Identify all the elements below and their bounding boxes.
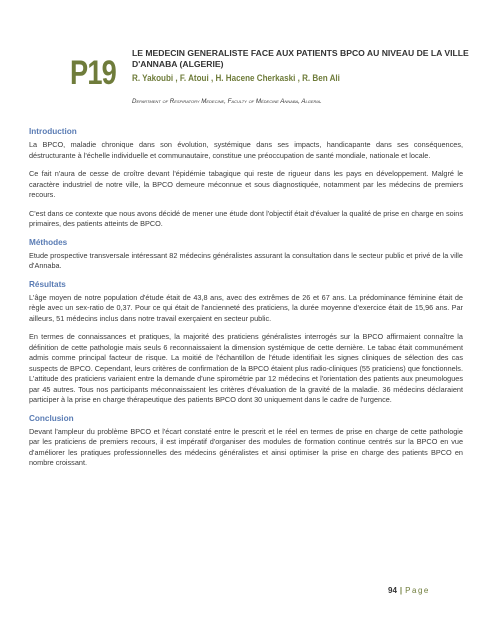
heading-conclusion: Conclusion: [29, 413, 74, 423]
intro-paragraph-2: Ce fait n'aura de cesse de croître devant l'épidémie tabagique qui reste de rigueur dans les pays en développement. Malgré le caractère industriel de notre ville, la BPCO demeure méconnue et sous diagnostiquée, notamment par les médecins de premiers recours.: [29, 169, 463, 199]
poster-header: [70, 48, 470, 118]
page-footer: [388, 586, 430, 595]
heading-introduction: Introduction: [29, 127, 77, 136]
affiliation: Department of Respiratory Medecine, Faculty of Médecine Annaba, Algeria.: [132, 98, 322, 105]
author-list: R. Yakoubi , F. Atoui , H. Hacene Cherkaski , R. Ben Ali: [132, 73, 340, 84]
page-label: Page: [405, 586, 430, 595]
resultats-paragraph-2: En termes de connaissances et pratiques, la majorité des praticiens généralistes interrogés sur la BPCO affirmaient connaître la définition de cette pathologie mais seuls 6 reconnaissaient la dimension systémique de cette dernière. Le tabac était communément admis comme principal facteur de risque. La moitié de l'échantillon de l'étude identifiait les signes cliniques de sélection des cas suspects de BPCO. Cependant, leurs critères de confirmation de la BPCO étaient plus radio-cliniques (55 praticiens) que fonctionnels. L'attitude des praticiens variaient entre la demande d'une spirométrie par 12 médecins et l'orientation des patients aux pneumologues par 45 autres. Tous nos participants méconnaissaient les critères d'évaluation de la gravité de la maladie. 36 médecins déclaraient participer à la prise en charge thérapeutique des patients BPCO dont 30 uniquement dans le cadre de l'urgence.: [29, 332, 463, 404]
poster-id: P19: [70, 54, 116, 92]
methodes-paragraph: Etude prospective transversale intéressant 82 médecins généralistes assurant la consultation dans le secteur public et privé de la ville d'Annaba.: [29, 250, 463, 270]
page-number: 94: [388, 586, 397, 595]
poster-title: LE MEDECIN GENERALISTE FACE AUX PATIENTS BPCO AU NIVEAU DE LA VILLE D'ANNABA (ALGERIE): [132, 48, 469, 69]
heading-methodes: Méthodes: [29, 237, 68, 247]
intro-paragraph-3: C'est dans ce contexte que nous avons décidé de mener une étude dont l'objectif était d'évaluer la qualité de prise en charge en soins primaires, des patients atteints de BPCO.: [29, 208, 463, 228]
heading-resultats: Résultats: [29, 279, 66, 289]
resultats-paragraph-1: L'âge moyen de notre population d'étude était de 43,8 ans, avec des extrêmes de 26 et 67 ans. La prédominance féminine était de règle avec un sex-ratio de 0,37. Pour ce qui était de l'ancienneté des praticiens, la durée moyenne d'exercice était de 15,96 ans. Par ailleurs, 51 médecins inclus dans notre travail exerçaient en secteur public.: [29, 292, 463, 323]
intro-paragraph-1: La BPCO, maladie chronique dans son évolution, systémique dans ses impacts, handicapante dans ses conséquences, déstructurante à l'échelle individuelle et communautaire, constitue une préoccupation de santé mondiale, nationale et locale.: [29, 140, 463, 160]
footer-separator: |: [399, 586, 403, 595]
conclusion-paragraph: Devant l'ampleur du problème BPCO et l'écart constaté entre le prescrit et le réel en termes de prise en charge de cette pathologie par les praticiens de premiers recours, il est impératif d'organiser des modules de formation continue centrés sur la BPCO en vue d'améliorer les pratiques professionnelles des médecins généralistes et ainsi optimiser la prise en charge des patients BPCO en nombre croissant.: [29, 426, 463, 467]
abstract-body: [29, 127, 463, 477]
